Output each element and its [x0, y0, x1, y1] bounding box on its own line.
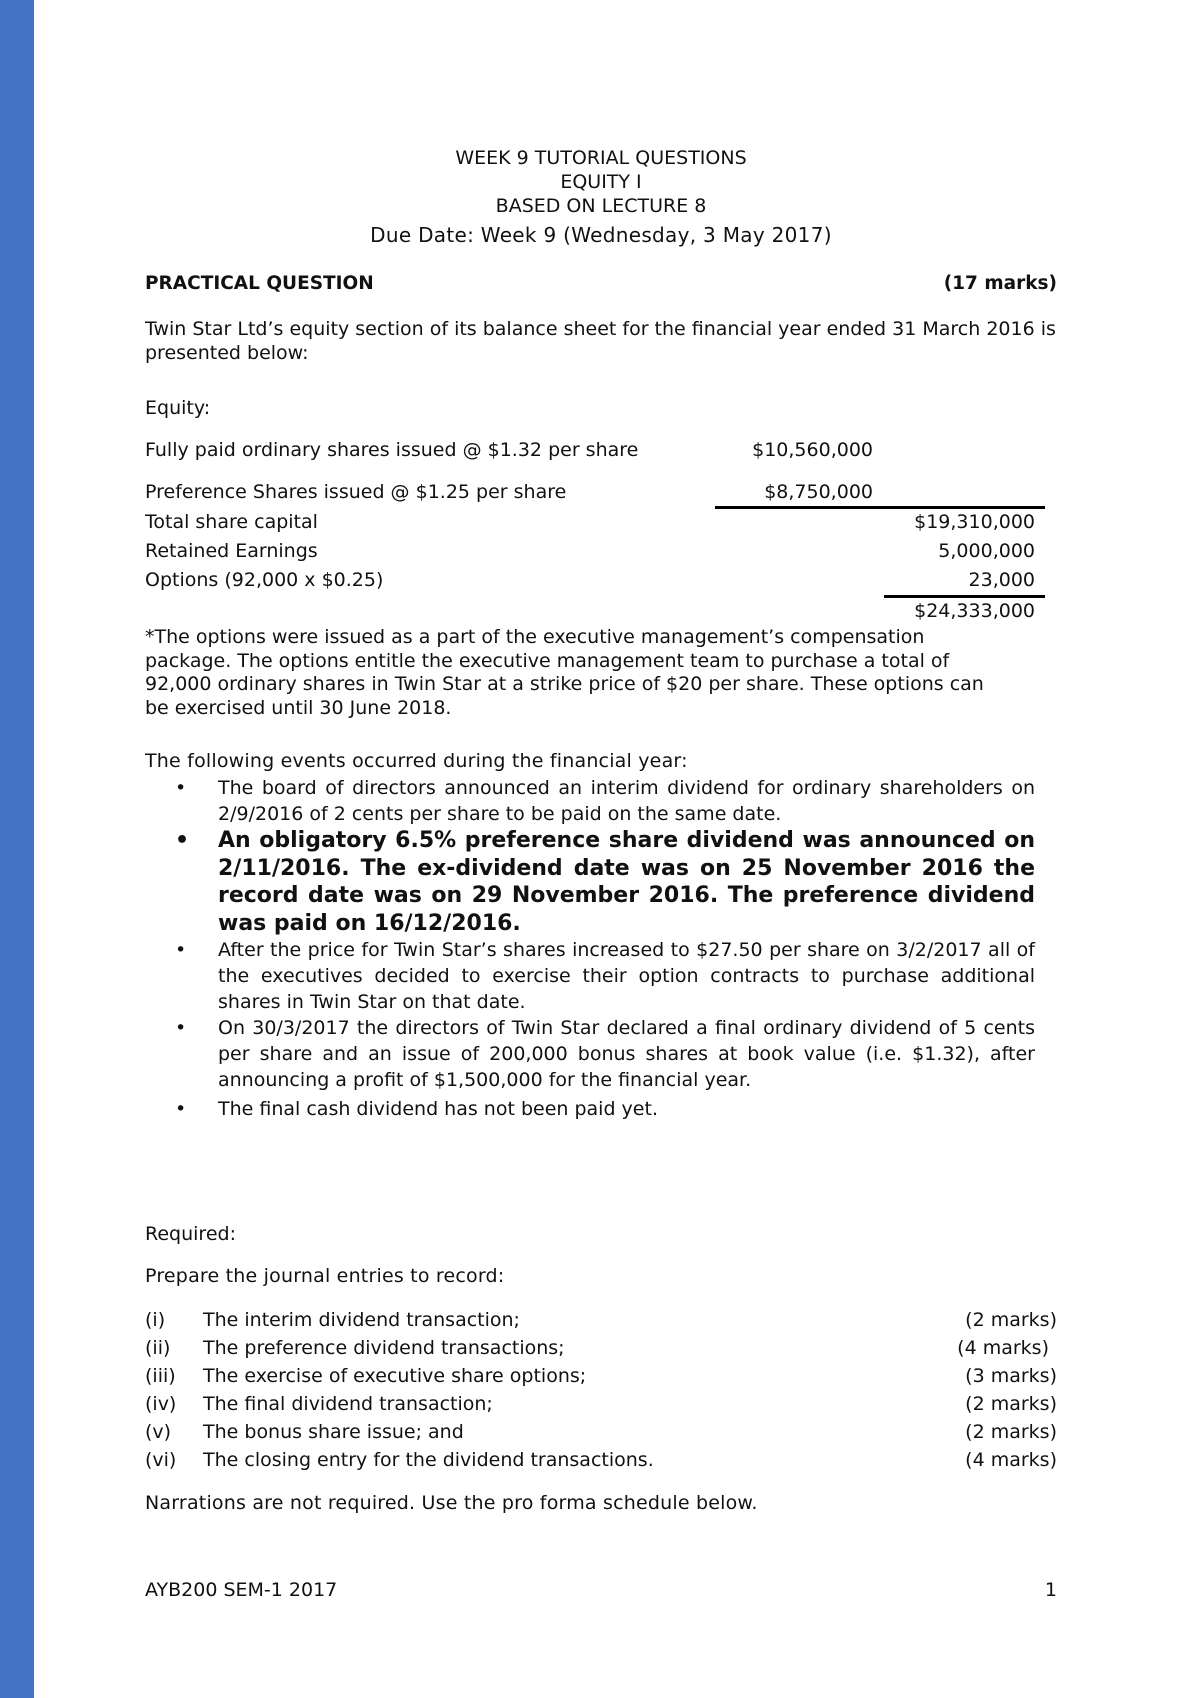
bullet-icon: • [175, 1098, 187, 1120]
required-item [145, 1418, 1057, 1446]
required-item-number: (vi) [145, 1449, 177, 1471]
event-text: The board of directors announced an interim dividend for ordinary shareholders on 2/9/2016 of 2 cents per share to be paid on the same date. [218, 777, 1035, 825]
required-item-text: The preference dividend transactions; [203, 1337, 565, 1359]
equity-label: Equity: [145, 397, 211, 419]
event-item [175, 1096, 1035, 1122]
footer-course-code: AYB200 SEM-1 2017 [145, 1579, 338, 1601]
bullet-icon: • [175, 939, 187, 961]
events-list [175, 775, 1035, 1122]
page-side-bar [0, 0, 34, 1698]
practical-question-heading: PRACTICAL QUESTION [145, 273, 374, 294]
due-date: Due Date: Week 9 (Wednesday, 3 May 2017) [370, 223, 832, 247]
equity-row-col2: 5,000,000 [938, 540, 1035, 562]
required-item-number: (ii) [145, 1337, 171, 1359]
equity-row-label: Options (92,000 x $0.25) [145, 569, 384, 591]
required-item [145, 1446, 1057, 1474]
options-note: *The options were issued as a part of the executive management’s compensation package. The options entitle the executive management team to purchase a total of 92,000 ordinary shares in Twin Star at a strike price of $20 per share. These options can be exercised until 30 June 2018. [145, 626, 984, 719]
practical-question-marks: (17 marks) [943, 273, 1057, 294]
required-item-marks: (4 marks) [957, 1337, 1049, 1359]
bullet-icon: • [175, 828, 190, 853]
event-item [175, 827, 1035, 937]
equity-row-label: Preference Shares issued @ $1.25 per share [145, 481, 567, 503]
required-item-marks: (4 marks) [965, 1449, 1057, 1471]
required-item-text: The bonus share issue; and [203, 1421, 464, 1443]
required-label: Required: [145, 1223, 236, 1245]
equity-row-col1: $8,750,000 [764, 481, 873, 503]
title-line-2: EQUITY I [560, 171, 642, 193]
event-item [175, 937, 1035, 1015]
event-text: An obligatory 6.5% preference share dividend was announced on 2/11/2016. The ex-dividend date was on 25 November 2016 the record date was on 29 November 2016. The preference dividend was paid on 16/12/2016. [218, 828, 1035, 936]
required-item-text: The exercise of executive share options; [203, 1365, 587, 1387]
event-item [175, 775, 1035, 827]
required-item [145, 1390, 1057, 1418]
required-item-marks: (2 marks) [965, 1421, 1057, 1443]
event-text: The final cash dividend has not been paid yet. [218, 1098, 658, 1120]
equity-row-label: Total share capital [145, 511, 318, 533]
required-item [145, 1362, 1057, 1390]
required-item-number: (iv) [145, 1393, 177, 1415]
required-instruction: Prepare the journal entries to record: [145, 1265, 505, 1287]
title-line-3: BASED ON LECTURE 8 [495, 195, 707, 217]
event-text: After the price for Twin Star’s shares increased to $27.50 per share on 3/2/2017 all of the executives decided to exercise their option contracts to purchase additional shares in Twin Star on that date. [218, 939, 1035, 1013]
equity-row-label: Retained Earnings [145, 540, 318, 562]
total-rule [884, 595, 1045, 598]
closing-instruction: Narrations are not required. Use the pro forma schedule below. [145, 1492, 758, 1514]
title-line-1: WEEK 9 TUTORIAL QUESTIONS [455, 147, 747, 169]
required-item-number: (i) [145, 1309, 166, 1331]
required-item-marks: (2 marks) [965, 1309, 1057, 1331]
required-item-number: (v) [145, 1421, 172, 1443]
equity-total-value: $24,333,000 [914, 600, 1035, 622]
equity-row-col1: $10,560,000 [752, 439, 873, 461]
event-text: On 30/3/2017 the directors of Twin Star declared a final ordinary dividend of 5 cents per share and an issue of 200,000 bonus shares at book value (i.e. $1.32), after announcing a profit of $1,500,000 for the financial year. [218, 1017, 1035, 1091]
required-item [145, 1306, 1057, 1334]
bullet-icon: • [175, 1017, 187, 1039]
equity-row-label: Fully paid ordinary shares issued @ $1.32 per share [145, 439, 639, 461]
required-item-number: (iii) [145, 1365, 176, 1387]
equity-row-col2: 23,000 [968, 569, 1035, 591]
event-item [175, 1015, 1035, 1093]
subtotal-rule [715, 506, 1045, 509]
required-item [145, 1334, 1057, 1362]
required-item-text: The closing entry for the dividend transactions. [203, 1449, 654, 1471]
equity-row-col2: $19,310,000 [914, 511, 1035, 533]
required-item-marks: (3 marks) [965, 1365, 1057, 1387]
footer-page-number: 1 [1044, 1579, 1057, 1601]
required-item-text: The final dividend transaction; [203, 1393, 493, 1415]
required-item-text: The interim dividend transaction; [203, 1309, 520, 1331]
events-intro: The following events occurred during the financial year: [145, 750, 688, 772]
bullet-icon: • [175, 777, 187, 799]
required-item-marks: (2 marks) [965, 1393, 1057, 1415]
intro-paragraph: Twin Star Ltd’s equity section of its balance sheet for the financial year ended 31 March 2016 is presented below: [145, 318, 1056, 364]
